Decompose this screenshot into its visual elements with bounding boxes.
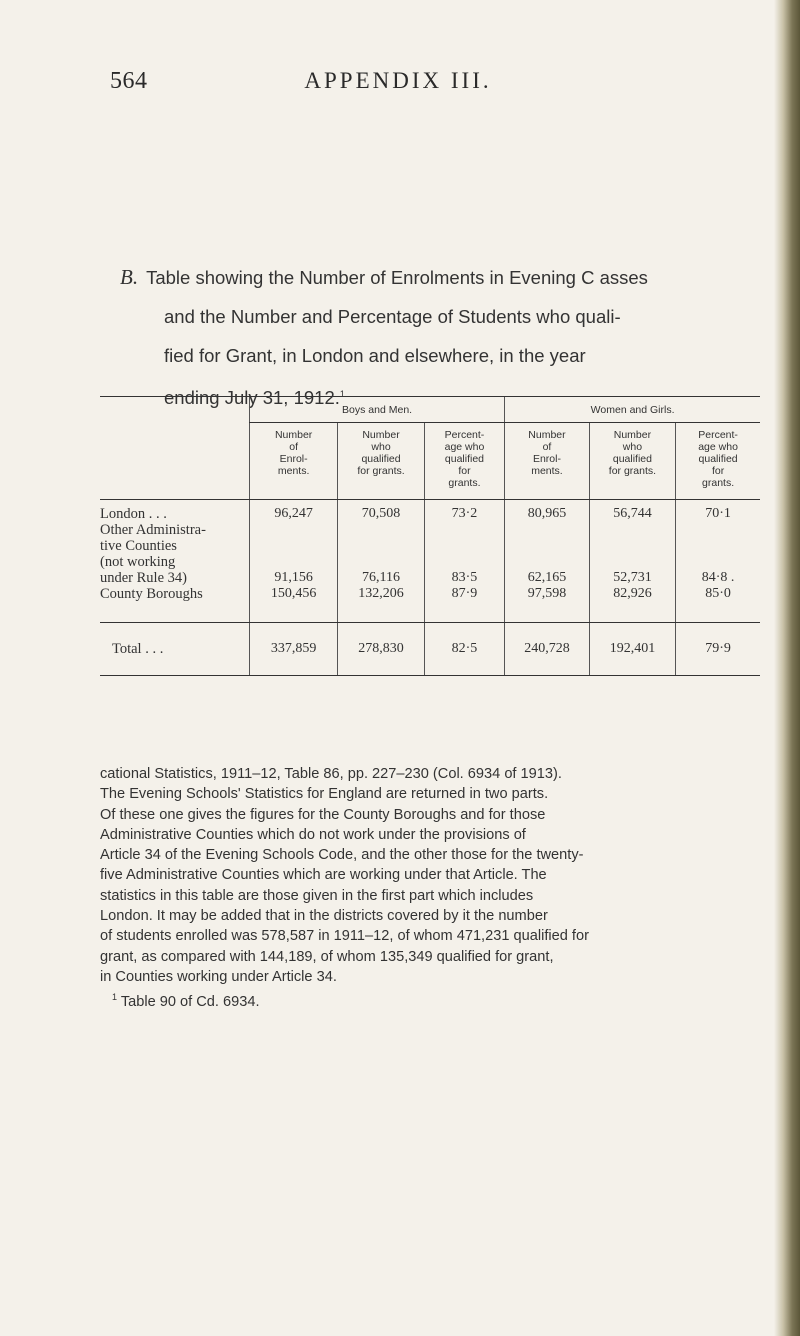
column-values xyxy=(338,500,424,623)
table-cell: 96,247 xyxy=(274,506,313,521)
table-cell: 70,508 xyxy=(361,506,401,521)
group-header-women: Women and Girls. xyxy=(505,397,760,423)
row-label: tive Counties xyxy=(100,538,177,554)
table-cell: 150,456 xyxy=(270,586,317,601)
note-line: of students enrolled was 578,587 in 1911–12, of whom 471,231 qualified for xyxy=(100,928,589,945)
table-cell: 132,206 xyxy=(358,586,404,601)
note-line: cational Statistics, 1911–12, Table 86, pp. 227–230 (Col. 6934 of 1913). xyxy=(100,766,562,782)
footnote: $^1$ Table 90 of Cd. 6934. xyxy=(112,992,260,1011)
table-cell: 56,744 xyxy=(613,506,652,521)
table-cell: 62,165 xyxy=(527,570,567,585)
table-cell: 278,830 xyxy=(338,623,424,676)
table-cell: 97,598 xyxy=(527,586,567,601)
caption-line: and the Number and Percentage of Students who quali- xyxy=(164,306,621,327)
table-cell: 52,731 xyxy=(613,570,652,585)
note-line: in Counties working under Article 34. xyxy=(100,968,337,985)
table-cell: 91,156 xyxy=(274,570,313,585)
column-header: Percent- age who qualified for grants. xyxy=(424,423,504,500)
column-header-row xyxy=(100,423,760,500)
note-line: Administrative Counties which do not work under the provisions of xyxy=(100,826,526,843)
column-values xyxy=(249,500,337,623)
group-header-row xyxy=(100,397,760,423)
column-header: Number who qualified for grants. xyxy=(589,423,675,500)
page-edge-shadow xyxy=(774,0,800,1336)
row-labels xyxy=(100,500,249,623)
table-cell: 70·1 xyxy=(705,506,731,521)
table-cell: 79·9 xyxy=(676,623,760,676)
page-header xyxy=(0,68,800,108)
table-body-row xyxy=(100,500,760,623)
page-number: 564 xyxy=(110,68,148,94)
table-cell: 87·9 xyxy=(451,586,478,601)
row-label: Other Administra- xyxy=(100,522,206,538)
total-row xyxy=(100,623,760,676)
table-cell: 82·5 xyxy=(424,623,504,676)
note-line: grant, as compared with 144,189, of whom 135,349 qualified for grant, xyxy=(100,948,554,965)
group-header-boys: Boys and Men. xyxy=(249,397,504,423)
note-line: statistics in this table are those given in the first part which includes xyxy=(100,887,534,904)
footnote-text xyxy=(100,764,762,1012)
footnote-mark: 1 xyxy=(339,389,345,399)
note-line: The Evening Schools' Statistics for England are returned in two parts. xyxy=(100,786,549,803)
enrolment-table xyxy=(100,396,760,676)
column-header: Percent- age who qualified for grants. xyxy=(676,423,760,500)
table-cell: 85·0 xyxy=(705,586,731,601)
caption-label: B. xyxy=(120,265,139,289)
table-cell: 240,728 xyxy=(505,623,590,676)
running-head: APPENDIX III. xyxy=(304,68,492,93)
row-label: under Rule 34) xyxy=(100,570,187,586)
footnote-mark: 1 xyxy=(112,992,118,1003)
table-cell: 192,401 xyxy=(589,623,675,676)
column-values xyxy=(424,500,504,623)
table-caption xyxy=(120,258,760,417)
table-cell: 84·8 . xyxy=(701,570,735,585)
caption-line: B. Table showing the Number of Enrolments in Evening C asses xyxy=(120,265,648,289)
total-label: Total . . . xyxy=(100,623,249,676)
note-line: London. It may be added that in the districts covered by it the number xyxy=(100,908,548,925)
table-cell: 83·5 xyxy=(451,570,478,585)
row-label: County Boroughs xyxy=(100,586,203,602)
table-cell: 337,859 xyxy=(249,623,337,676)
note-line: Article 34 of the Evening Schools Code, and the other those for the twenty- xyxy=(100,847,584,864)
column-header: Number of Enrol- ments. xyxy=(249,423,337,500)
table-cell: 73·2 xyxy=(451,506,478,521)
table-cell: 82,926 xyxy=(613,586,652,601)
table-cell: 76,116 xyxy=(362,570,401,585)
note-line: five Administrative Counties which are working under that Article. The xyxy=(100,867,547,884)
caption-line: fied for Grant, in London and elsewhere, in the year xyxy=(164,345,586,366)
column-values xyxy=(505,500,590,623)
column-values xyxy=(676,500,760,623)
column-header: Number who qualified for grants. xyxy=(338,423,424,500)
caption-line: ending July 31, 1912.$^1$ xyxy=(164,387,345,409)
row-label: (not working xyxy=(100,554,176,570)
row-label: London . . . xyxy=(100,506,167,522)
note-line: Of these one gives the figures for the County Boroughs and for those xyxy=(100,806,546,823)
column-values xyxy=(589,500,675,623)
column-header: Number of Enrol- ments. xyxy=(505,423,590,500)
table-cell: 80,965 xyxy=(527,506,567,521)
